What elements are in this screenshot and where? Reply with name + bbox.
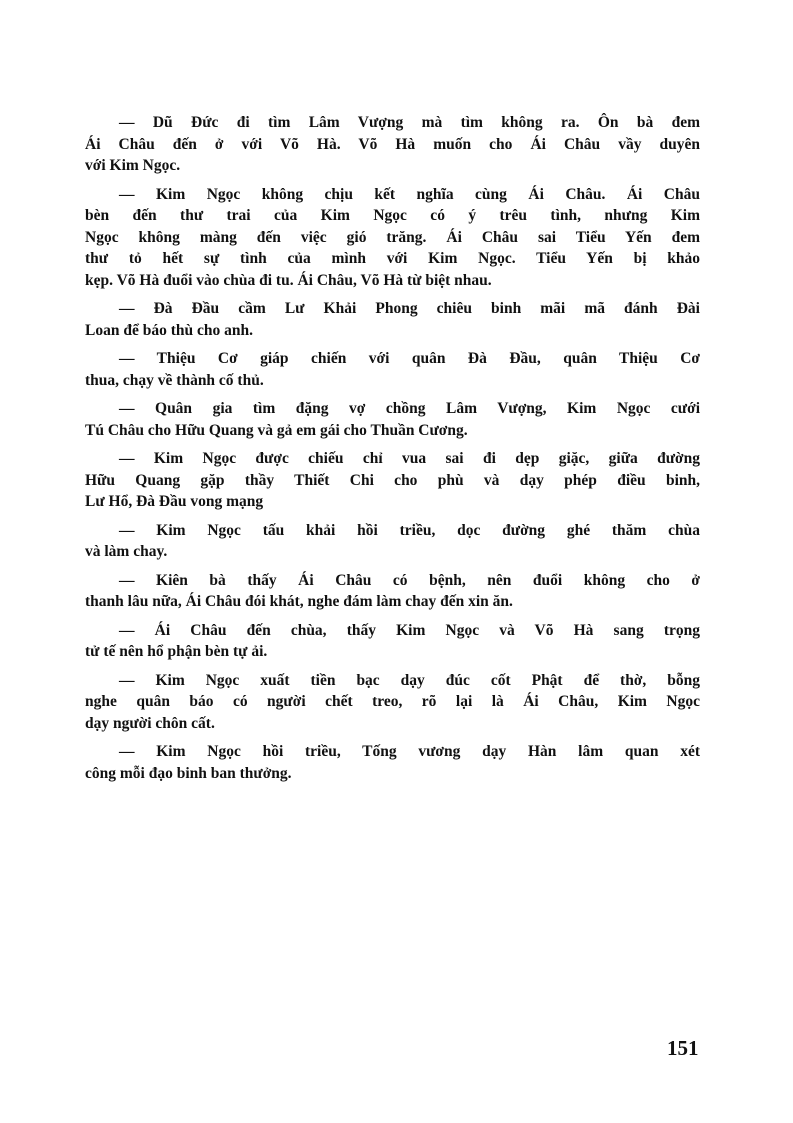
text-line: — Kim Ngọc hồi triều, Tống vương dạy Hàn lâm quan xét bbox=[119, 743, 700, 760]
text-line: Hữu Quang gặp thầy Thiết Chi cho phù và dạy phép điều binh, bbox=[85, 471, 700, 489]
text-line: với Kim Ngọc. bbox=[85, 157, 181, 174]
body-text bbox=[85, 112, 700, 791]
paragraph bbox=[85, 520, 700, 563]
text-line: — Kim Ngọc được chiếu chỉ vua sai đi dẹp giặc, giữa đường bbox=[119, 450, 700, 467]
paragraph bbox=[85, 448, 700, 513]
text-line: bèn đến thư trai của Kim Ngọc có ý trêu tình, nhưng Kim bbox=[85, 207, 700, 224]
text-line: Loan để báo thù cho anh. bbox=[85, 321, 253, 339]
paragraph bbox=[85, 398, 700, 441]
text-line: — Kim Ngọc tấu khải hồi triều, dọc đường ghé thăm chùa bbox=[119, 521, 700, 539]
paragraph bbox=[85, 570, 700, 613]
text-line: công mỗi đạo binh ban thưởng. bbox=[85, 764, 292, 782]
text-line: nghe quân báo có người chết treo, rõ lại là Ái Châu, Kim Ngọc bbox=[85, 693, 700, 710]
text-line: — Thiệu Cơ giáp chiến với quân Đà Đầu, quân Thiệu Cơ bbox=[119, 350, 700, 367]
paragraph bbox=[85, 184, 700, 292]
text-line: — Kim Ngọc không chịu kết nghĩa cùng Ái Châu. Ái Châu bbox=[119, 185, 700, 203]
paragraph bbox=[85, 112, 700, 177]
text-line: thư tỏ hết sự tình của mình với Kim Ngọc. Tiểu Yến bị khảo bbox=[85, 250, 700, 267]
text-line: — Dũ Đức đi tìm Lâm Vượng mà tìm không ra. Ôn bà đem bbox=[119, 114, 700, 131]
text-line: — Ái Châu đến chùa, thấy Kim Ngọc và Võ Hà sang trọng bbox=[119, 621, 700, 639]
text-line: thua, chạy về thành cố thủ. bbox=[85, 371, 264, 389]
text-line: tử tế nên hổ phận bèn tự ải. bbox=[85, 643, 268, 660]
paragraph bbox=[85, 298, 700, 341]
text-line: dạy người chôn cất. bbox=[85, 714, 215, 732]
paragraph bbox=[85, 670, 700, 735]
text-line: — Đà Đầu cầm Lư Khải Phong chiêu binh mãi mã đánh Đài bbox=[119, 300, 700, 317]
text-line: thanh lâu nữa, Ái Châu đói khát, nghe đám làm chay đến xin ăn. bbox=[85, 593, 513, 610]
text-line: Ái Châu đến ở với Võ Hà. Võ Hà muốn cho Ái Châu vầy duyên bbox=[85, 135, 700, 153]
text-line: Tú Châu cho Hữu Quang và gả em gái cho Thuần Cương. bbox=[85, 421, 468, 439]
text-line: — Kiên bà thấy Ái Châu có bệnh, nên đuổi không cho ở bbox=[119, 571, 700, 589]
paragraph bbox=[85, 348, 700, 391]
text-line: Ngọc không màng đến việc gió trăng. Ái Châu sai Tiểu Yến đem bbox=[85, 228, 700, 246]
paragraph bbox=[85, 620, 700, 663]
text-line: Lư Hổ, Đà Đầu vong mạng bbox=[85, 493, 264, 510]
text-line: — Quân gia tìm đặng vợ chồng Lâm Vượng, Kim Ngọc cưới bbox=[119, 400, 700, 417]
page-number: 151 bbox=[667, 1036, 699, 1060]
text-line: kẹp. Võ Hà đuổi vào chùa đi tu. Ái Châu, Võ Hà từ biệt nhau. bbox=[85, 271, 492, 289]
paragraph bbox=[85, 741, 700, 784]
text-line: và làm chay. bbox=[85, 543, 168, 560]
text-line: — Kim Ngọc xuất tiền bạc dạy đúc cốt Phật để thờ, bỗng bbox=[119, 671, 700, 689]
